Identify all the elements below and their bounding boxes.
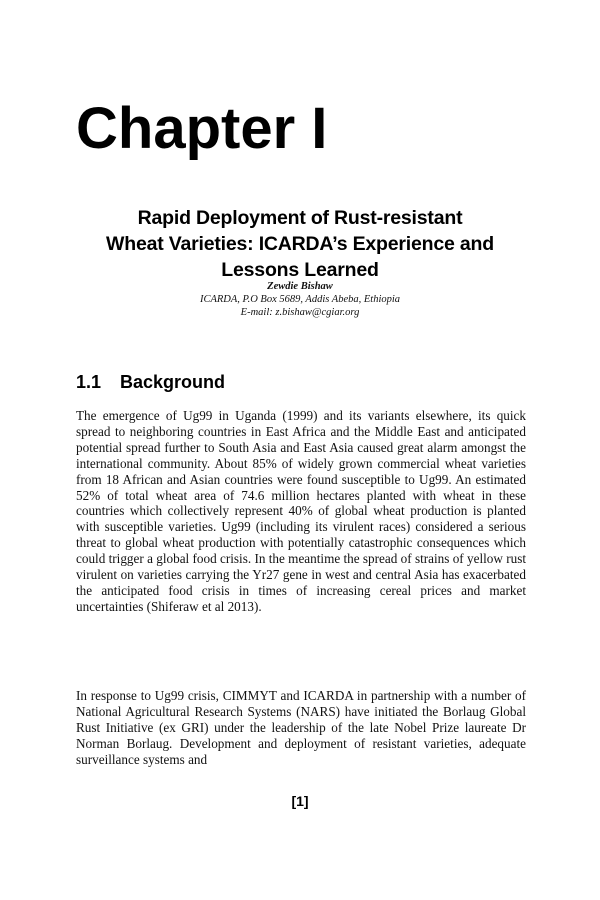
page-number: [1] <box>291 793 309 809</box>
author-name: Zewdie Bishaw <box>267 281 333 292</box>
chapter-title <box>60 205 540 283</box>
chapter-title-line: Wheat Varieties: ICARDA’s Experience and <box>106 233 494 255</box>
author-email: E-mail: z.bishaw@cgiar.org <box>240 307 360 318</box>
chapter-title-line: Rapid Deployment of Rust-resistant <box>137 207 463 229</box>
chapter-heading: Chapter I <box>76 96 328 161</box>
section-heading <box>76 371 225 393</box>
body-paragraph: The emergence of Ug99 in Uganda (1999) and its variants elsewhere, its quick spread to neighboring countries in East Africa and the Middle East and anticipated potential spread further to South Asia and East Asia caused great alarm amongst the international community. About 85% of widely grown commercial wheat varieties from 18 African and Asian countries were found susceptible to Ug99. An estimated 52% of total wheat area of 74.6 million hectares planted with wheat in these countries which collectively represent 40% of global wheat production is planted with susceptible varieties. Ug99 (including its virulent races) considered a serious threat to global wheat production with potentially catastrophic consequences which could trigger a global food crisis. In the meantime the spread of strains of yellow rust virulent on varieties carrying the Yr27 gene in west and central Asia has exacerbated the anticipated food crisis in times of increasing cereal prices and market uncertainties (Shiferaw et al 2013). <box>76 408 526 614</box>
section-number: 1.1 <box>76 372 102 392</box>
author-block <box>140 280 460 319</box>
author-affiliation: ICARDA, P.O Box 5689, Addis Abeba, Ethiopia <box>199 294 401 305</box>
chapter-title-line: Lessons Learned <box>221 259 379 281</box>
section-title: Background <box>120 372 226 392</box>
body-paragraph: In response to Ug99 crisis, CIMMYT and ICARDA in partnership with a number of National Agricultural Research Systems (NARS) have initiated the Borlaug Global Rust Initiative (ex GRI) under the leadership of the late Nobel Prize laureate Dr Norman Borlaug. Development and deployment of resistant varieties, adequate surveillance systems and <box>76 688 526 767</box>
